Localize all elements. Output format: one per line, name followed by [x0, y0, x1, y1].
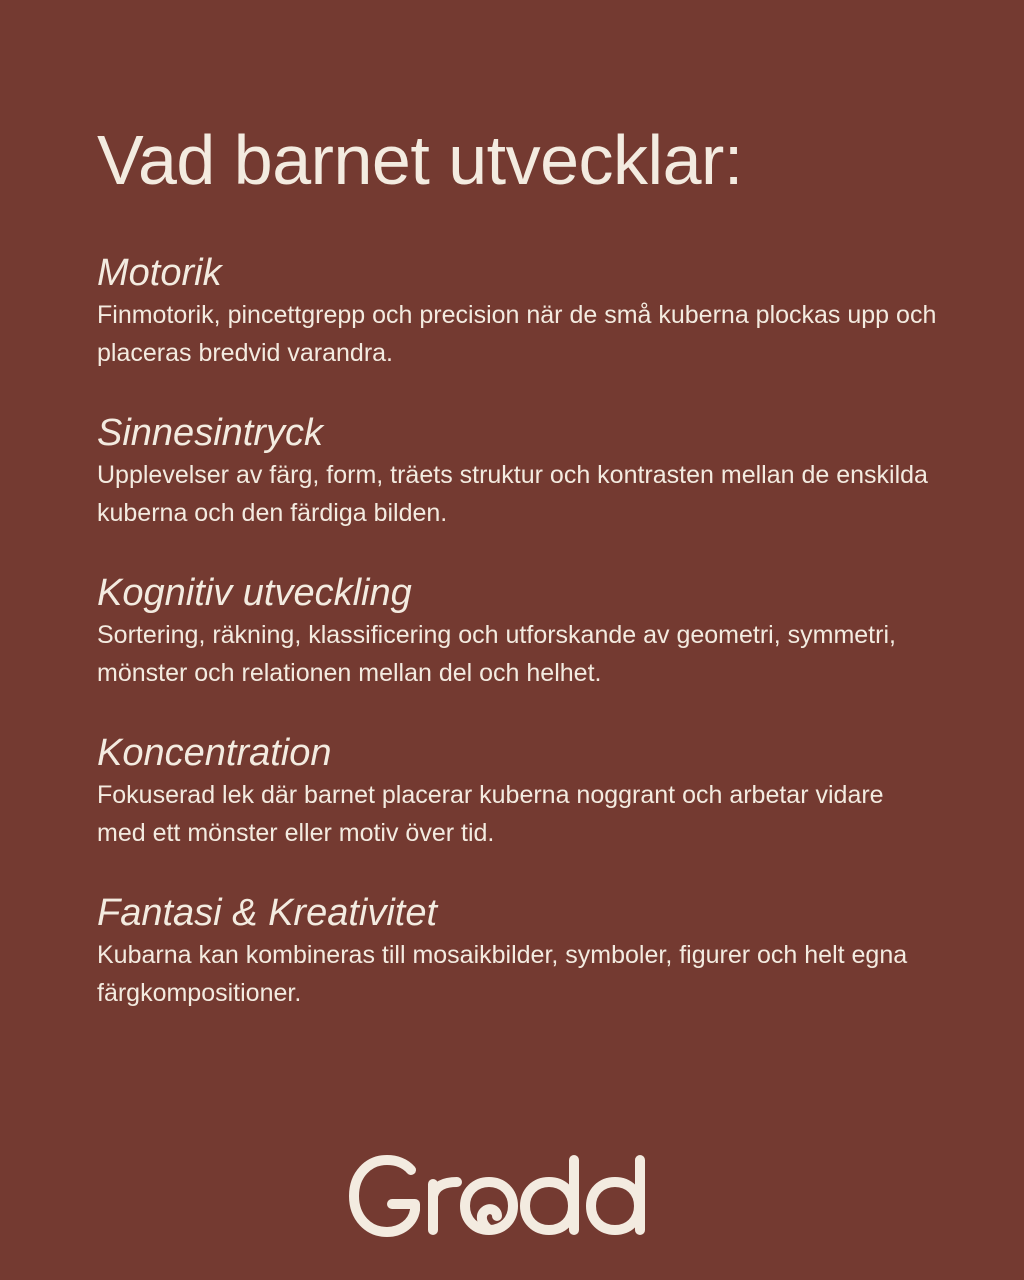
section-title: Motorik: [97, 252, 222, 294]
section-sinnesintryck: [97, 410, 937, 532]
section-title: Sinnesintryck: [97, 412, 323, 454]
section-title: Kognitiv utveckling: [97, 572, 412, 614]
section-koncentration: [97, 730, 937, 852]
section-text: Upplevelser av färg, form, träets struktur och kontrasten mellan de enskilda kuberna och den färdiga bilden.: [97, 461, 928, 527]
page-title: Vad barnet utvecklar:: [97, 121, 743, 199]
section-fantasi-kreativitet: [97, 890, 937, 1012]
section-text: Fokuserad lek där barnet placerar kuberna noggrant och arbetar vidare med ett mönster eller motiv över tid.: [97, 781, 884, 847]
section-text: Sortering, räkning, klassificering och utforskande av geometri, symmetri, mönster och relationen mellan del och helhet.: [97, 621, 896, 687]
main-content: [97, 118, 937, 1012]
section-title: Koncentration: [97, 732, 332, 774]
section-text: Kubarna kan kombineras till mosaikbilder, symboler, figurer och helt egna färgkompositioner.: [97, 941, 908, 1007]
section-motorik: [97, 250, 937, 372]
section-text: Finmotorik, pincettgrepp och precision när de små kuberna plockas upp och placeras bredvid varandra.: [97, 301, 937, 367]
grodd-logo: [349, 1155, 675, 1237]
section-kognitiv-utveckling: [97, 570, 937, 692]
section-title: Fantasi & Kreativitet: [97, 892, 438, 934]
